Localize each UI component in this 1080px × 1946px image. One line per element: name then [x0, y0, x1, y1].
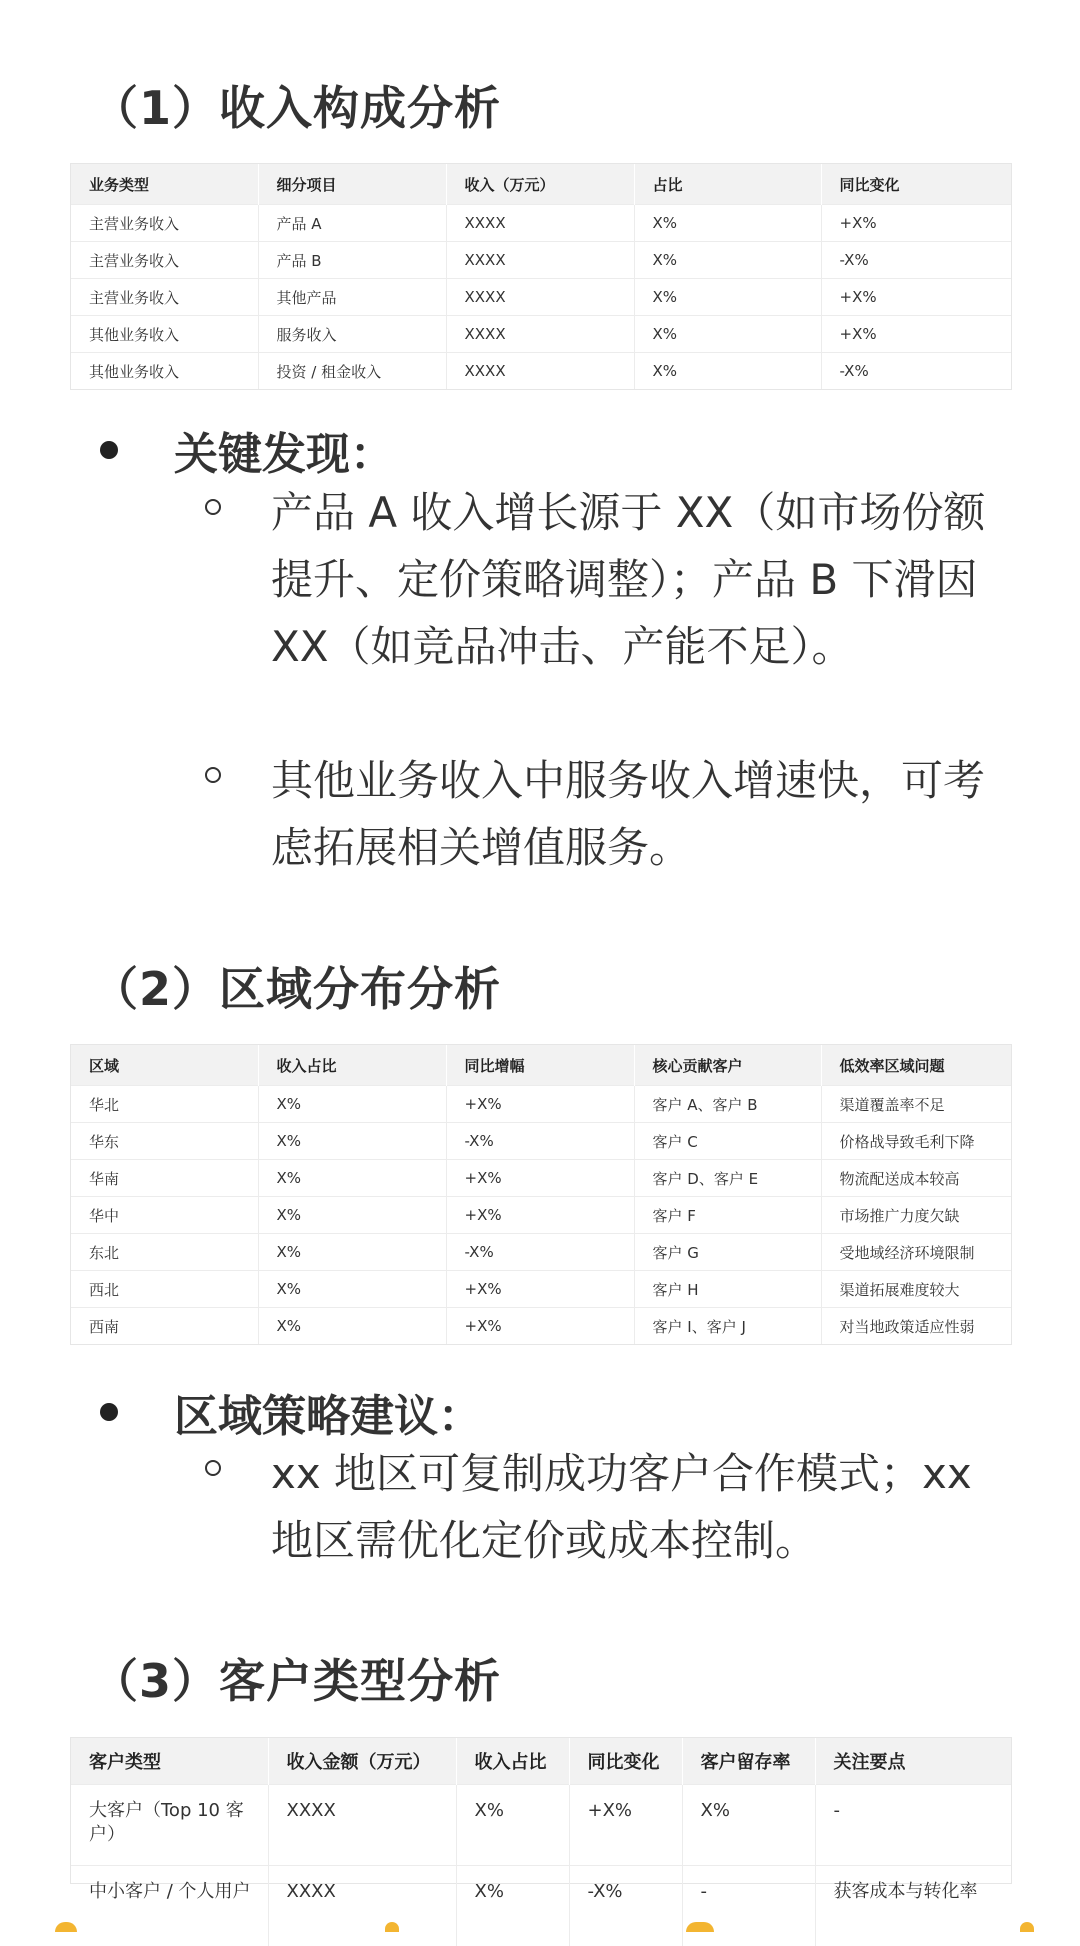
table-cell: 对当地政策适应性弱 [821, 1308, 1011, 1345]
table-cell: X% [258, 1197, 446, 1234]
table-cell: XXXX [446, 353, 634, 390]
table-cell: 客户 D、客户 E [634, 1160, 821, 1197]
table-header-row [71, 1738, 1011, 1785]
table-cell: +X% [446, 1197, 634, 1234]
sub-point [205, 479, 1015, 680]
table-cell: 客户 I、客户 J [634, 1308, 821, 1345]
table-cell: +X% [821, 316, 1011, 353]
table-cell: -X% [821, 242, 1011, 279]
table-cell: 客户 F [634, 1197, 821, 1234]
table-cell: 华南 [71, 1160, 258, 1197]
hollow-circle-icon [205, 1460, 221, 1476]
table-cell: 价格战导致毛利下降 [821, 1123, 1011, 1160]
sub-point-text: 产品 A 收入增长源于 XX（如市场份额提升、定价策略调整）；产品 B 下滑因 XX（如竞品冲击、产能不足）。 [271, 479, 1011, 680]
sub-point [205, 747, 1015, 881]
column-header: 细分项目 [258, 164, 446, 205]
table-cell: 客户 A、客户 B [634, 1086, 821, 1123]
table-cell: +X% [569, 1785, 682, 1866]
table-cell: 市场推广力度欠缺 [821, 1197, 1011, 1234]
hollow-circle-icon [205, 499, 221, 515]
table-cell: 华东 [71, 1123, 258, 1160]
table-cell: 其他产品 [258, 279, 446, 316]
table-cell: XXXX [446, 242, 634, 279]
table-cell: X% [456, 1866, 569, 1946]
column-header: 收入（万元） [446, 164, 634, 205]
bullet-dot-icon [100, 1403, 118, 1421]
table-row [71, 1234, 1011, 1271]
table-cell: 获客成本与转化率 [815, 1866, 1011, 1946]
table-cell: 其他业务收入 [71, 316, 258, 353]
table-cell: - [682, 1866, 815, 1946]
table-cell: +X% [446, 1271, 634, 1308]
table-cell: X% [456, 1785, 569, 1866]
table-row [71, 1160, 1011, 1197]
column-header: 收入占比 [456, 1738, 569, 1785]
table-cell: X% [258, 1308, 446, 1345]
bullet-heading: 关键发现： [174, 418, 394, 482]
table-cell: 主营业务收入 [71, 242, 258, 279]
table-cell: 西北 [71, 1271, 258, 1308]
table-cell: 大客户（Top 10 客户） [71, 1785, 268, 1866]
sub-point-text: 其他业务收入中服务收入增速快，可考虑拓展相关增值服务。 [271, 747, 1011, 881]
table-header-row [71, 164, 1011, 205]
table-row [71, 1271, 1011, 1308]
table-row [71, 1866, 1011, 1946]
table-cell: +X% [446, 1308, 634, 1345]
table-cell: 产品 B [258, 242, 446, 279]
hollow-circle-icon [205, 767, 221, 783]
bullet-dot-icon [100, 441, 118, 459]
table-cell: 华北 [71, 1086, 258, 1123]
table-cell: X% [258, 1234, 446, 1271]
table-cell: XXXX [446, 279, 634, 316]
table-cell: 服务收入 [258, 316, 446, 353]
bullet-heading: 区域策略建议： [174, 1380, 482, 1444]
column-header: 同比增幅 [446, 1045, 634, 1086]
table-cell: -X% [569, 1866, 682, 1946]
table-row [71, 279, 1011, 316]
table-cell: X% [634, 279, 821, 316]
table-cell: 产品 A [258, 205, 446, 242]
section-title-customer-type: （3）客户类型分析 [92, 1645, 501, 1711]
table-cell: 渠道拓展难度较大 [821, 1271, 1011, 1308]
table-cell: -X% [446, 1234, 634, 1271]
table-cell: 华中 [71, 1197, 258, 1234]
table-cell: +X% [446, 1160, 634, 1197]
table-cell: 客户 C [634, 1123, 821, 1160]
column-header: 低效率区域问题 [821, 1045, 1011, 1086]
table-cell: 其他业务收入 [71, 353, 258, 390]
table-cell: XXXX [446, 316, 634, 353]
table-cell: X% [634, 316, 821, 353]
table-cell: 主营业务收入 [71, 279, 258, 316]
column-header: 客户类型 [71, 1738, 268, 1785]
bullet-key-findings [100, 418, 394, 482]
table-cell: -X% [446, 1123, 634, 1160]
column-header: 占比 [634, 164, 821, 205]
table-cell: XXXX [268, 1785, 456, 1866]
table-cell: +X% [821, 205, 1011, 242]
table-row [71, 242, 1011, 279]
table-cell: +X% [446, 1086, 634, 1123]
column-header: 同比变化 [569, 1738, 682, 1785]
table-row [71, 316, 1011, 353]
table-cell: XXXX [268, 1866, 456, 1946]
table-cell: X% [258, 1086, 446, 1123]
table-cell: X% [634, 353, 821, 390]
customer-type-table [70, 1737, 1012, 1884]
column-header: 业务类型 [71, 164, 258, 205]
section-title-revenue-composition: （1）收入构成分析 [92, 72, 501, 138]
column-header: 同比变化 [821, 164, 1011, 205]
table-header-row [71, 1045, 1011, 1086]
column-header: 区域 [71, 1045, 258, 1086]
section-title-regional-distribution: （2）区域分布分析 [92, 953, 501, 1019]
column-header: 核心贡献客户 [634, 1045, 821, 1086]
table-row [71, 205, 1011, 242]
bullet-regional-strategy [100, 1380, 482, 1444]
revenue-composition-table [70, 163, 1012, 390]
table-cell: 主营业务收入 [71, 205, 258, 242]
table-cell: 受地域经济环境限制 [821, 1234, 1011, 1271]
column-header: 收入占比 [258, 1045, 446, 1086]
table-cell: 投资 / 租金收入 [258, 353, 446, 390]
table-row [71, 1197, 1011, 1234]
table-cell: 客户 G [634, 1234, 821, 1271]
table-cell: 中小客户 / 个人用户 [71, 1866, 268, 1946]
sub-point-text: xx 地区可复制成功客户合作模式；xx 地区需优化定价或成本控制。 [271, 1440, 1011, 1574]
table-row [71, 1785, 1011, 1866]
table-cell: X% [682, 1785, 815, 1866]
column-header: 客户留存率 [682, 1738, 815, 1785]
table-cell: X% [258, 1271, 446, 1308]
table-cell: 客户 H [634, 1271, 821, 1308]
regional-distribution-table [70, 1044, 1012, 1345]
table-row [71, 1086, 1011, 1123]
table-cell: 东北 [71, 1234, 258, 1271]
table-cell: XXXX [446, 205, 634, 242]
table-cell: X% [634, 205, 821, 242]
bottom-accent-decoration [385, 1922, 399, 1932]
bottom-accent-decoration [1020, 1922, 1034, 1932]
table-cell: X% [258, 1160, 446, 1197]
column-header: 收入金额（万元） [268, 1738, 456, 1785]
table-cell: +X% [821, 279, 1011, 316]
table-cell: - [815, 1785, 1011, 1866]
table-cell: 西南 [71, 1308, 258, 1345]
table-row [71, 1123, 1011, 1160]
table-cell: 渠道覆盖率不足 [821, 1086, 1011, 1123]
table-row [71, 1308, 1011, 1345]
column-header: 关注要点 [815, 1738, 1011, 1785]
sub-point [205, 1440, 1015, 1574]
table-cell: -X% [821, 353, 1011, 390]
table-row [71, 353, 1011, 390]
table-cell: X% [258, 1123, 446, 1160]
table-cell: 物流配送成本较高 [821, 1160, 1011, 1197]
bottom-accent-decoration [686, 1922, 714, 1932]
table-cell: X% [634, 242, 821, 279]
